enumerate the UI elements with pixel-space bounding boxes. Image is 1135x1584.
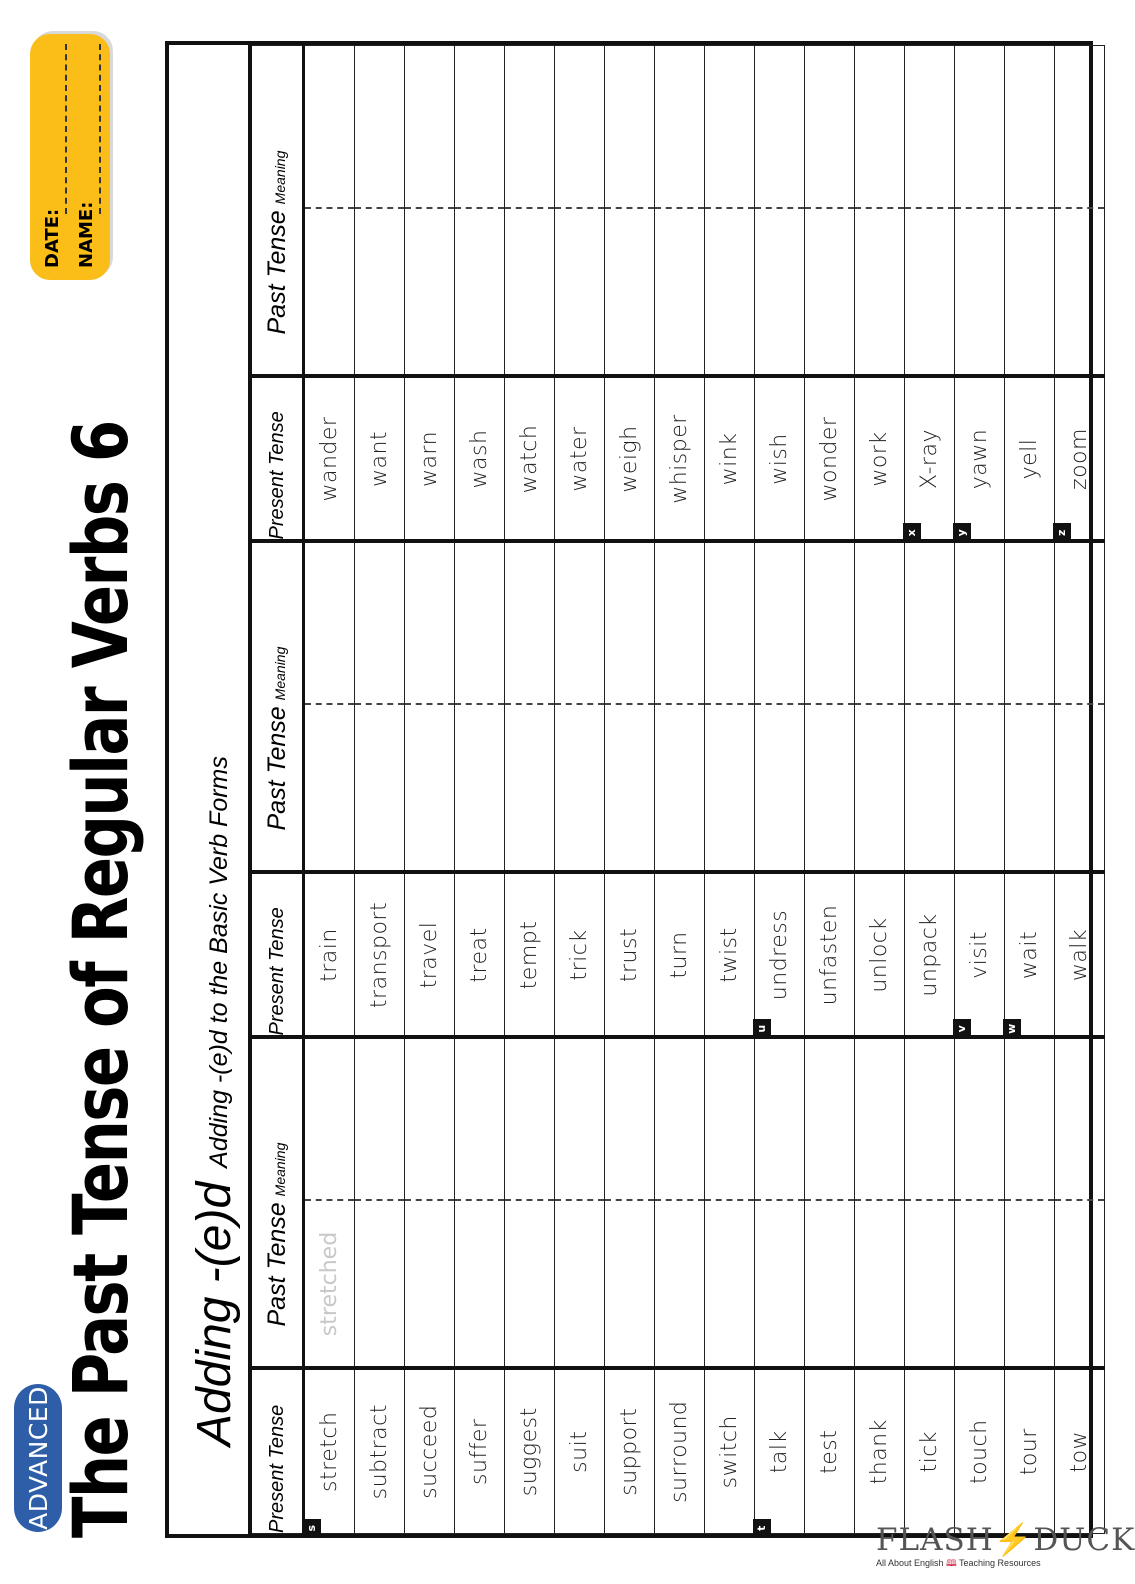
past-tense-blank[interactable] xyxy=(355,210,404,375)
meaning-divider xyxy=(505,704,554,706)
past-tense-answer-cell[interactable] xyxy=(555,1038,605,1369)
present-verb-cell xyxy=(905,873,955,1038)
present-verb: X-ray xyxy=(917,429,942,489)
present-verb: talk xyxy=(767,1430,792,1474)
letter-tab: u xyxy=(753,1020,771,1038)
present-verb: unfasten xyxy=(817,904,842,1006)
table-row xyxy=(955,46,1005,1534)
past-tense-blank[interactable] xyxy=(405,706,454,871)
header-past-tense xyxy=(250,542,304,873)
meaning-divider xyxy=(655,208,704,210)
past-tense-answer-cell[interactable] xyxy=(455,1038,505,1369)
present-verb-cell xyxy=(605,1369,655,1534)
past-tense-blank[interactable] xyxy=(1005,706,1054,871)
header-past-tense xyxy=(250,46,304,377)
present-verb-cell xyxy=(655,1369,705,1534)
meaning-divider xyxy=(1005,208,1054,210)
past-tense-answer-cell[interactable] xyxy=(505,542,555,873)
meaning-divider xyxy=(905,1200,954,1202)
header-past-label: Past Tense xyxy=(262,210,291,335)
table-row xyxy=(1055,46,1105,1534)
meaning-divider xyxy=(1055,208,1104,210)
brand-logo xyxy=(876,1521,1135,1572)
past-tense-answer-cell[interactable] xyxy=(1055,1038,1105,1369)
meaning-divider xyxy=(955,704,1004,706)
past-tense-answer-cell[interactable] xyxy=(805,1038,855,1369)
meaning-divider xyxy=(1005,1200,1054,1202)
meaning-divider xyxy=(655,704,704,706)
header-present-tense: Present Tense xyxy=(250,873,304,1038)
past-tense-blank[interactable] xyxy=(305,706,354,871)
present-verb-cell xyxy=(905,377,955,542)
present-verb-cell xyxy=(655,873,705,1038)
past-tense-blank[interactable] xyxy=(855,210,904,375)
present-verb: wait xyxy=(1017,930,1042,980)
past-tense-blank[interactable] xyxy=(655,1202,704,1367)
past-tense-answer-cell[interactable] xyxy=(655,542,705,873)
meaning-divider xyxy=(955,1200,1004,1202)
meaning-divider xyxy=(455,704,504,706)
meaning-divider xyxy=(1055,1200,1104,1202)
logo-tagline-left: All About English xyxy=(876,1558,944,1568)
section-subtitle: Adding -(e)d to the Basic Verb Forms xyxy=(205,756,233,1168)
present-verb-cell xyxy=(304,377,355,542)
present-verb-cell xyxy=(1005,377,1055,542)
present-verb-cell xyxy=(405,377,455,542)
present-verb: treat xyxy=(467,927,492,983)
present-verb-cell xyxy=(405,873,455,1038)
present-verb-cell xyxy=(355,377,405,542)
past-tense-blank[interactable] xyxy=(905,210,954,375)
present-verb: support xyxy=(617,1407,642,1496)
present-verb-cell xyxy=(1055,873,1105,1038)
past-tense-blank[interactable] xyxy=(405,1202,454,1367)
present-verb-cell xyxy=(805,377,855,542)
header-past-tense xyxy=(250,1038,304,1369)
past-tense-blank[interactable] xyxy=(405,210,454,375)
meaning-divider xyxy=(305,704,354,706)
present-verb: whisper xyxy=(667,414,692,504)
present-verb-cell xyxy=(955,377,1005,542)
meaning-divider xyxy=(705,1200,754,1202)
present-verb-cell xyxy=(755,873,805,1038)
present-verb-cell xyxy=(1005,873,1055,1038)
present-verb: tour xyxy=(1017,1428,1042,1476)
present-verb-cell xyxy=(455,873,505,1038)
present-verb-cell xyxy=(905,1369,955,1534)
present-verb: twist xyxy=(717,927,742,983)
meaning-divider xyxy=(405,1200,454,1202)
present-verb-cell xyxy=(304,1369,355,1534)
meaning-divider xyxy=(905,208,954,210)
logo-word-duck: DUCK xyxy=(1033,1522,1135,1558)
name-field[interactable] xyxy=(99,44,101,214)
meaning-divider xyxy=(705,208,754,210)
table-row xyxy=(555,46,605,1534)
present-verb: undress xyxy=(767,909,792,1001)
present-verb-cell xyxy=(605,873,655,1038)
past-tense-blank[interactable] xyxy=(805,706,854,871)
past-tense-answer-cell[interactable] xyxy=(304,542,355,873)
letter-tab: s xyxy=(303,1519,321,1537)
logo-tagline-right: Teaching Resources xyxy=(959,1558,1041,1568)
past-tense-answer-cell[interactable] xyxy=(355,1038,405,1369)
present-verb: tow xyxy=(1067,1430,1092,1473)
past-tense-answer-cell[interactable] xyxy=(955,46,1005,377)
meaning-divider xyxy=(455,208,504,210)
letter-tab: v xyxy=(953,1020,971,1038)
table-row xyxy=(505,46,555,1534)
present-verb: work xyxy=(867,431,892,487)
past-tense-answer-cell[interactable] xyxy=(1055,542,1105,873)
meaning-divider xyxy=(505,1200,554,1202)
meaning-divider xyxy=(905,704,954,706)
present-verb: tempt xyxy=(517,920,542,990)
past-tense-answer-cell[interactable] xyxy=(304,1038,355,1369)
past-tense-blank[interactable] xyxy=(1055,210,1104,375)
present-verb-cell xyxy=(755,1369,805,1534)
present-verb-cell xyxy=(855,1369,905,1534)
meaning-divider xyxy=(355,208,404,210)
worksheet-title: The Past Tense of Regular Verbs 6 xyxy=(56,421,145,1538)
meaning-divider xyxy=(305,1200,354,1202)
meaning-divider xyxy=(505,208,554,210)
past-tense-answer-cell[interactable] xyxy=(705,1038,755,1369)
past-tense-answer-cell[interactable] xyxy=(1005,542,1055,873)
present-verb: wonder xyxy=(817,416,842,502)
past-tense-blank[interactable] xyxy=(455,706,504,871)
past-tense-answer-cell[interactable] xyxy=(705,46,755,377)
past-tense-blank[interactable] xyxy=(605,210,654,375)
meaning-divider xyxy=(305,208,354,210)
present-verb: wish xyxy=(767,433,792,485)
present-verb-cell xyxy=(505,873,555,1038)
meaning-divider xyxy=(555,208,604,210)
past-tense-answer-cell[interactable] xyxy=(905,46,955,377)
table-row xyxy=(655,46,705,1534)
present-verb: zoom xyxy=(1067,428,1092,490)
present-verb-cell xyxy=(405,1369,455,1534)
past-tense-answer-cell[interactable] xyxy=(805,46,855,377)
present-verb-cell xyxy=(455,1369,505,1534)
letter-tab: x xyxy=(903,524,921,542)
book-icon: 🕮 xyxy=(946,1558,957,1568)
present-verb-cell xyxy=(705,1369,755,1534)
table-row xyxy=(805,46,855,1534)
present-verb: turn xyxy=(667,931,692,979)
present-verb: suit xyxy=(567,1430,592,1473)
present-verb: test xyxy=(817,1429,842,1474)
meaning-divider xyxy=(655,1200,704,1202)
meaning-divider xyxy=(855,208,904,210)
present-verb-cell xyxy=(755,377,805,542)
present-verb-cell xyxy=(1055,1369,1105,1534)
meaning-divider xyxy=(705,704,754,706)
meaning-divider xyxy=(555,704,604,706)
present-verb: yell xyxy=(1017,438,1042,480)
past-tense-blank[interactable] xyxy=(1055,706,1104,871)
present-verb-cell xyxy=(655,377,705,542)
table-row xyxy=(905,46,955,1534)
present-verb: unlock xyxy=(867,917,892,993)
present-verb: suggest xyxy=(517,1407,542,1497)
present-verb-cell xyxy=(705,377,755,542)
present-verb-cell xyxy=(555,873,605,1038)
meaning-divider xyxy=(805,208,854,210)
present-verb-cell xyxy=(705,873,755,1038)
past-tense-answer-cell[interactable] xyxy=(755,542,805,873)
present-verb-cell xyxy=(355,1369,405,1534)
past-tense-blank[interactable] xyxy=(555,210,604,375)
past-tense-blank[interactable] xyxy=(605,706,654,871)
present-verb-cell xyxy=(555,377,605,542)
past-tense-answer-cell[interactable] xyxy=(605,46,655,377)
past-tense-blank[interactable] xyxy=(655,210,704,375)
present-verb: transport xyxy=(367,901,392,1009)
past-tense-blank[interactable] xyxy=(1005,1202,1054,1367)
past-tense-blank[interactable] xyxy=(305,210,354,375)
header-present-tense: Present Tense xyxy=(250,377,304,542)
past-tense-answer-cell[interactable] xyxy=(605,1038,655,1369)
header-meaning-label: Meaning xyxy=(271,646,288,701)
meaning-divider xyxy=(555,1200,604,1202)
logo-word-flash: FLASH xyxy=(876,1522,994,1558)
present-verb-cell xyxy=(304,873,355,1038)
present-verb: wander xyxy=(317,416,342,502)
past-tense-answer-cell[interactable] xyxy=(455,46,505,377)
present-verb: switch xyxy=(717,1415,742,1489)
table-row xyxy=(304,46,355,1534)
past-tense-blank[interactable] xyxy=(905,1202,954,1367)
present-verb-cell xyxy=(355,873,405,1038)
present-verb-cell xyxy=(555,1369,605,1534)
meaning-divider xyxy=(755,1200,804,1202)
letter-tab: z xyxy=(1053,524,1071,542)
example-answer[interactable]: stretched xyxy=(317,1231,342,1337)
verb-table xyxy=(248,45,1105,1534)
present-verb: walk xyxy=(1067,928,1092,982)
past-tense-answer-cell[interactable] xyxy=(855,1038,905,1369)
past-tense-blank[interactable] xyxy=(705,210,754,375)
past-tense-answer-cell[interactable] xyxy=(755,46,805,377)
past-tense-blank[interactable] xyxy=(355,1202,404,1367)
present-verb-cell xyxy=(855,377,905,542)
present-verb: touch xyxy=(967,1419,992,1485)
present-verb: weigh xyxy=(617,425,642,493)
past-tense-answer-cell[interactable] xyxy=(605,542,655,873)
present-verb-cell xyxy=(505,377,555,542)
past-tense-answer-cell[interactable] xyxy=(855,46,905,377)
past-tense-answer-cell[interactable] xyxy=(405,1038,455,1369)
header-past-label: Past Tense xyxy=(262,706,291,831)
past-tense-blank[interactable] xyxy=(555,1202,604,1367)
present-verb-cell xyxy=(955,873,1005,1038)
past-tense-blank[interactable] xyxy=(1005,210,1054,375)
present-verb-cell xyxy=(605,377,655,542)
past-tense-answer-cell[interactable] xyxy=(655,1038,705,1369)
past-tense-blank[interactable] xyxy=(505,210,554,375)
table-header-row xyxy=(250,46,304,1534)
present-verb: want xyxy=(367,430,392,488)
meaning-divider xyxy=(805,1200,854,1202)
present-verb: trust xyxy=(617,927,642,983)
meaning-divider xyxy=(855,704,904,706)
past-tense-blank[interactable] xyxy=(955,706,1004,871)
table-row xyxy=(455,46,505,1534)
letter-tab: t xyxy=(753,1519,771,1537)
letter-tab: y xyxy=(953,524,971,542)
past-tense-answer-cell[interactable] xyxy=(705,542,755,873)
meaning-divider xyxy=(1005,704,1054,706)
past-tense-blank[interactable] xyxy=(455,210,504,375)
past-tense-answer-cell[interactable] xyxy=(905,1038,955,1369)
header-meaning-label: Meaning xyxy=(271,1142,288,1197)
present-verb-cell xyxy=(1005,1369,1055,1534)
header-past-label: Past Tense xyxy=(262,1202,291,1327)
table-body xyxy=(304,46,1105,1534)
past-tense-blank[interactable] xyxy=(855,1202,904,1367)
past-tense-blank[interactable] xyxy=(755,1202,804,1367)
meaning-divider xyxy=(605,1200,654,1202)
past-tense-blank[interactable] xyxy=(755,706,804,871)
present-verb: suffer xyxy=(467,1418,492,1485)
past-tense-answer-cell[interactable] xyxy=(855,542,905,873)
meaning-divider xyxy=(405,208,454,210)
section-title: Adding -(e)d xyxy=(188,1181,241,1446)
letter-tab: w xyxy=(1003,1020,1021,1038)
meaning-divider xyxy=(755,704,804,706)
past-tense-answer-cell[interactable] xyxy=(555,46,605,377)
past-tense-blank[interactable] xyxy=(355,706,404,871)
past-tense-blank[interactable] xyxy=(755,210,804,375)
present-verb-cell xyxy=(955,1369,1005,1534)
meaning-divider xyxy=(955,208,1004,210)
past-tense-answer-cell[interactable] xyxy=(1005,46,1055,377)
past-tense-blank[interactable] xyxy=(455,1202,504,1367)
present-verb-cell xyxy=(1055,377,1105,542)
level-badge: ADVANCED xyxy=(14,1384,62,1532)
present-verb: wash xyxy=(467,429,492,489)
table-row xyxy=(705,46,755,1534)
past-tense-blank[interactable] xyxy=(555,706,604,871)
past-tense-answer-cell[interactable] xyxy=(955,1038,1005,1369)
past-tense-answer-cell[interactable] xyxy=(455,542,505,873)
present-verb: wink xyxy=(717,432,742,486)
past-tense-answer-cell[interactable] xyxy=(505,1038,555,1369)
meaning-divider xyxy=(605,208,654,210)
past-tense-blank[interactable] xyxy=(705,706,754,871)
present-verb-cell xyxy=(855,873,905,1038)
past-tense-answer-cell[interactable] xyxy=(555,542,605,873)
past-tense-answer-cell[interactable] xyxy=(655,46,705,377)
past-tense-answer-cell[interactable] xyxy=(355,542,405,873)
present-verb-cell xyxy=(455,377,505,542)
table-row xyxy=(755,46,805,1534)
meaning-divider xyxy=(855,1200,904,1202)
past-tense-answer-cell[interactable] xyxy=(905,542,955,873)
table-row xyxy=(355,46,405,1534)
past-tense-answer-cell[interactable] xyxy=(405,46,455,377)
past-tense-blank[interactable] xyxy=(605,1202,654,1367)
table-row xyxy=(605,46,655,1534)
past-tense-answer-cell[interactable] xyxy=(505,46,555,377)
past-tense-blank[interactable] xyxy=(505,706,554,871)
meaning-divider xyxy=(1055,704,1104,706)
past-tense-blank[interactable] xyxy=(655,706,704,871)
past-tense-blank[interactable] xyxy=(705,1202,754,1367)
table-row xyxy=(855,46,905,1534)
section-heading xyxy=(166,756,242,1446)
present-verb: warn xyxy=(417,430,442,488)
present-verb: tick xyxy=(917,1430,942,1473)
past-tense-blank[interactable] xyxy=(905,706,954,871)
past-tense-answer-cell[interactable] xyxy=(955,542,1005,873)
meaning-divider xyxy=(805,704,854,706)
meaning-divider xyxy=(755,208,804,210)
present-verb: visit xyxy=(967,931,992,979)
header-present-tense: Present Tense xyxy=(250,1369,304,1534)
table-row xyxy=(405,46,455,1534)
past-tense-answer-cell[interactable] xyxy=(355,46,405,377)
past-tense-blank[interactable] xyxy=(805,210,854,375)
meaning-divider xyxy=(355,1200,404,1202)
present-verb: yawn xyxy=(967,428,992,490)
table-row xyxy=(1005,46,1055,1534)
date-name-box xyxy=(30,34,110,280)
date-label: DATE: xyxy=(42,208,63,268)
past-tense-blank[interactable] xyxy=(955,1202,1004,1367)
past-tense-answer-cell[interactable] xyxy=(1005,1038,1055,1369)
past-tense-blank[interactable] xyxy=(805,1202,854,1367)
present-verb: train xyxy=(317,928,342,982)
meaning-divider xyxy=(355,704,404,706)
past-tense-blank[interactable] xyxy=(505,1202,554,1367)
past-tense-answer-cell[interactable] xyxy=(805,542,855,873)
present-verb: travel xyxy=(417,921,442,989)
past-tense-answer-cell[interactable] xyxy=(304,46,355,377)
present-verb: trick xyxy=(567,929,592,981)
header-meaning-label: Meaning xyxy=(271,150,288,205)
past-tense-blank[interactable] xyxy=(955,210,1004,375)
present-verb: subtract xyxy=(367,1404,392,1500)
meaning-divider xyxy=(455,1200,504,1202)
present-verb: watch xyxy=(517,424,542,494)
present-verb-cell xyxy=(805,1369,855,1534)
present-verb: succeed xyxy=(417,1404,442,1499)
present-verb: surround xyxy=(667,1400,692,1503)
name-label: NAME: xyxy=(76,201,97,268)
present-verb-cell xyxy=(805,873,855,1038)
past-tense-blank[interactable] xyxy=(1055,1202,1104,1367)
present-verb: water xyxy=(567,426,592,492)
past-tense-answer-cell[interactable] xyxy=(1055,46,1105,377)
present-verb-cell xyxy=(505,1369,555,1534)
meaning-divider xyxy=(405,704,454,706)
present-verb: unpack xyxy=(917,913,942,997)
present-verb: stretch xyxy=(317,1411,342,1492)
past-tense-answer-cell[interactable] xyxy=(405,542,455,873)
date-field[interactable] xyxy=(65,44,67,214)
lightning-icon: ⚡ xyxy=(993,1522,1034,1558)
past-tense-blank[interactable] xyxy=(855,706,904,871)
past-tense-answer-cell[interactable] xyxy=(755,1038,805,1369)
present-verb: thank xyxy=(867,1419,892,1485)
meaning-divider xyxy=(605,704,654,706)
